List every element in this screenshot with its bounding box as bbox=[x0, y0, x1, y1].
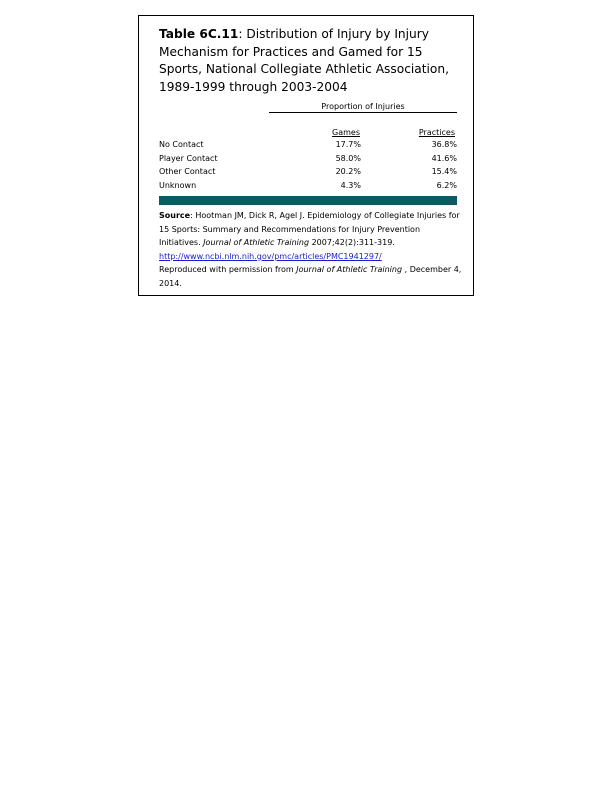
column-header-games: Games bbox=[332, 128, 360, 137]
repro-prefix: Reproduced with permission from bbox=[159, 265, 297, 274]
practices-value: 15.4% bbox=[431, 167, 457, 176]
repro-journal: Journal of Athletic Training bbox=[296, 265, 403, 274]
repro-suffix: , December 4, 2014. bbox=[159, 265, 462, 288]
games-value: 20.2% bbox=[335, 167, 361, 176]
group-header-rule bbox=[269, 112, 457, 113]
practices-value: 41.6% bbox=[431, 153, 457, 163]
table-title bbox=[159, 26, 464, 96]
table-row bbox=[159, 179, 457, 193]
practices-value: 36.8% bbox=[431, 140, 457, 149]
games-value: 4.3% bbox=[340, 180, 361, 190]
table-row bbox=[159, 165, 457, 179]
source-citation: 2007;42(2):311-319. bbox=[309, 238, 395, 247]
source-label: Source bbox=[159, 211, 191, 220]
row-label: No Contact bbox=[159, 140, 204, 149]
table-bottom-bar bbox=[159, 196, 457, 205]
games-value: 58.0% bbox=[335, 153, 361, 163]
row-label: Other Contact bbox=[159, 167, 216, 176]
column-header-practices: Practices bbox=[418, 128, 455, 137]
row-label: Unknown bbox=[159, 180, 197, 190]
table-box bbox=[138, 15, 474, 296]
table-title-text: : Distribution of Injury by Injury Mechanism for Practices and Gamed for 15 Sports, National Collegiate Athletic Association, 1989-1999 through 2003-2004 bbox=[159, 27, 449, 94]
table-row bbox=[159, 138, 457, 152]
table-row bbox=[159, 152, 457, 166]
source-text: : Hootman JM, Dick R, Agel J. Epidemiology of Collegiate Injuries for 15 Sports: Summary and Recommendations for Injury Prevention Initiatives. bbox=[159, 211, 460, 247]
source-note bbox=[159, 209, 464, 290]
source-link[interactable]: http://www.ncbi.nlm.nih.gov/pmc/articles/PMC1941297/ bbox=[159, 251, 382, 261]
games-value: 17.7% bbox=[335, 140, 361, 149]
group-header: Proportion of Injuries bbox=[321, 102, 405, 111]
table-number: Table 6C.11 bbox=[159, 27, 239, 41]
practices-value: 6.2% bbox=[436, 180, 457, 190]
source-journal: Journal of Athletic Training bbox=[203, 238, 310, 247]
row-label: Player Contact bbox=[159, 153, 218, 163]
